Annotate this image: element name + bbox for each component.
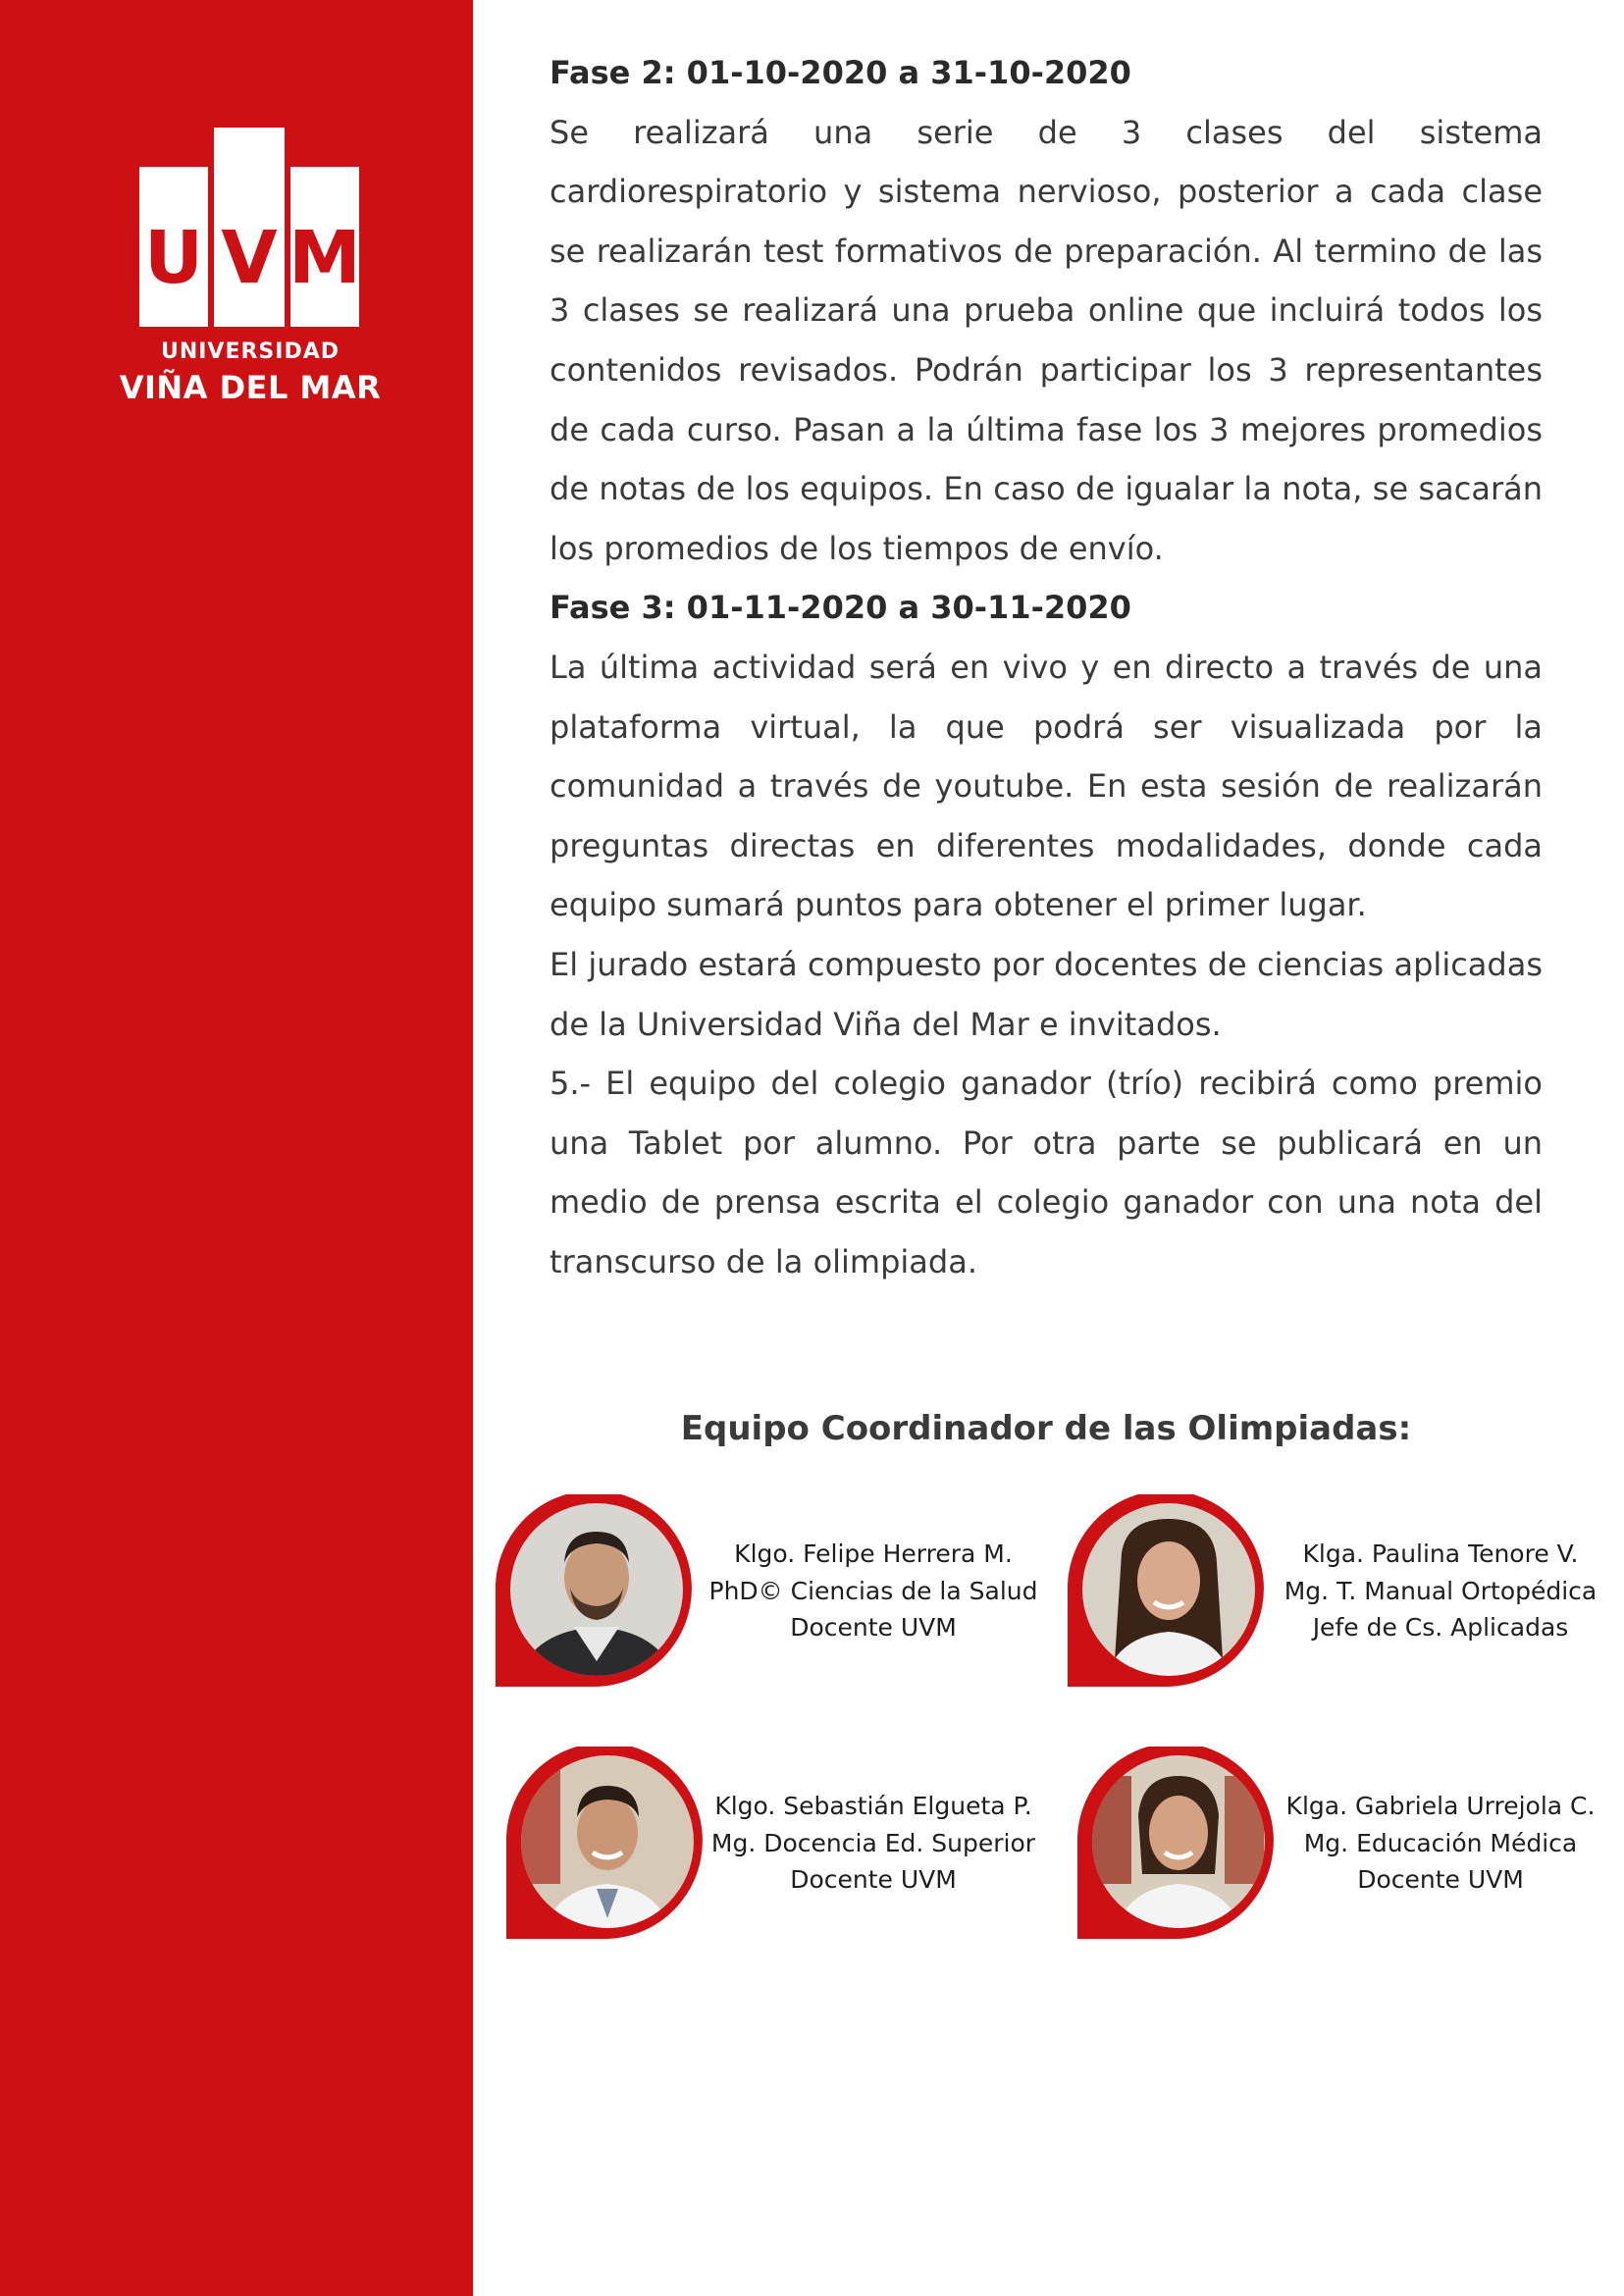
logo-universidad: UNIVERSIDAD	[160, 339, 341, 364]
phase2-paragraph: Se realizará una serie de 3 clases del sistema cardiorespiratorio y sistema nervioso, posterior a cada clase se realizarán test formativos de preparación. Al termino de las 3 clases se realizará una prueba online que incluirá todos los contenidos revisados. Podrán participar los 3 representantes de cada curso. Pasan a la última fase los 3 mejores promedios de notas de los equipos. En caso de igualar la nota, se sacarán los promedios de los tiempos de envío.	[550, 113, 1543, 567]
member-role: Docente UVM	[790, 1613, 957, 1642]
member-degree: Mg. T. Manual Ortopédica	[1283, 1576, 1598, 1605]
phase2-heading: Fase 2: 01-10-2020 a 31-10-2020	[550, 54, 1131, 91]
avatar-photo	[1068, 1494, 1264, 1691]
member-name: Klgo. Felipe Herrera M.	[734, 1539, 1013, 1568]
logo-letter-u: U	[143, 216, 204, 300]
member-role: Jefe de Cs. Aplicadas	[1312, 1613, 1569, 1642]
logo-letter-v: V	[221, 216, 278, 300]
sidebar	[0, 0, 473, 2296]
uvm-logo	[118, 126, 383, 420]
logo-letter-m: M	[288, 216, 361, 300]
member-info	[697, 1788, 1050, 1899]
phase3-paragraph: La última actividad será en vivo y en directo a través de una plataforma virtual, la que podrá ser visualizada por la comunidad a través de youtube. En esta sesión de realizarán preguntas directas en diferentes modalidades, donde cada equipo sumará puntos para obtener el primer lugar.	[550, 648, 1543, 924]
member-name: Klgo. Sebastián Elgueta P.	[714, 1792, 1032, 1820]
team-member-card	[1077, 1747, 1624, 1953]
team-title: Equipo Coordinador de las Olimpiadas:	[680, 1409, 1412, 1448]
member-degree: Mg. Docencia Ed. Superior	[710, 1828, 1036, 1857]
team-member-card	[506, 1747, 1075, 1953]
member-info	[1264, 1536, 1617, 1646]
team-member-card	[1068, 1494, 1624, 1700]
member-degree: Mg. Educación Médica	[1303, 1828, 1578, 1857]
main-content	[550, 43, 1543, 1291]
member-name: Klga. Gabriela Urrejola C.	[1285, 1792, 1596, 1820]
avatar-photo	[1077, 1747, 1274, 1943]
member-name: Klga. Paulina Tenore V.	[1302, 1539, 1579, 1568]
member-degree: PhD© Ciencias de la Salud	[708, 1576, 1038, 1605]
prize-paragraph: 5.- El equipo del colegio ganador (trío) recibirá como premio una Tablet por alumno. Por otra parte se publicará en un medio de prensa escrita el colegio ganador con una nota del transcurso de la olimpiada.	[550, 1065, 1543, 1280]
avatar-photo	[496, 1494, 692, 1691]
phase3-heading: Fase 3: 01-11-2020 a 30-11-2020	[550, 589, 1131, 627]
logo-vina-del-mar: VIÑA DEL MAR	[119, 369, 382, 406]
member-info	[697, 1536, 1050, 1646]
team-member-card	[496, 1494, 1065, 1700]
avatar-photo	[506, 1747, 703, 1943]
jury-paragraph: El jurado estará compuesto por docentes de ciencias aplicadas de la Universidad Viña del Mar e invitados.	[550, 945, 1543, 1043]
member-role: Docente UVM	[790, 1865, 957, 1894]
uvm-logo-mark	[118, 126, 383, 337]
member-role: Docente UVM	[1357, 1865, 1524, 1894]
member-info	[1264, 1788, 1617, 1899]
